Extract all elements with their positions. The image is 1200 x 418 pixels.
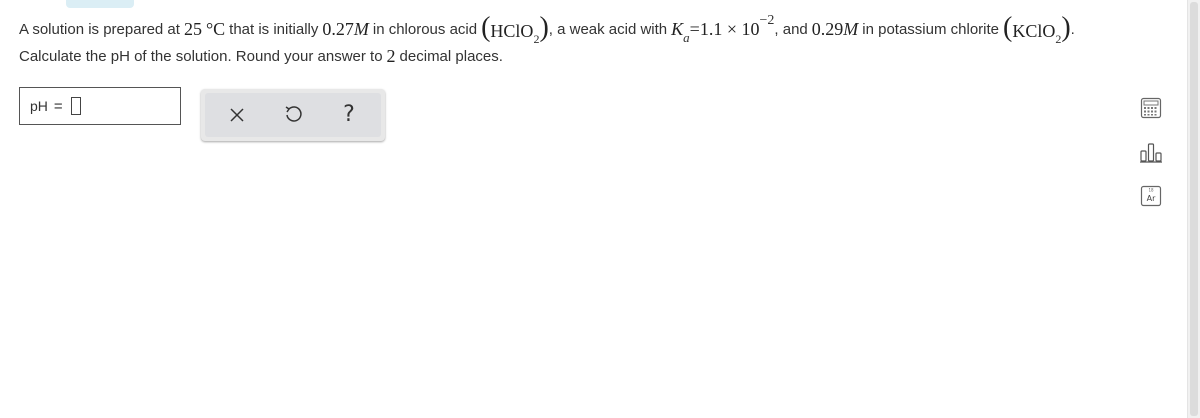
acid-formula: (HClO$_2$) [481,12,549,46]
ka-expression: Ka=1.1 × 10−2 [671,12,775,45]
page-scrollbar[interactable] [1187,0,1200,418]
chart-icon [1139,141,1163,163]
periodic-table-label: Ar [1146,194,1156,203]
problem-statement-line-2: Calculate the pH of the solution. Round your answer to 2 decimal places. [19,45,503,66]
answer-equals: = [53,97,63,115]
salt-formula: (KClO$_2$) [1003,12,1071,46]
help-icon: ? [343,102,355,127]
periodic-table-button[interactable] [1136,182,1166,210]
calculator-button[interactable] [1136,94,1166,122]
answer-input[interactable] [71,97,81,115]
undo-button[interactable] [278,100,308,130]
close-icon [229,107,245,123]
clear-button[interactable] [222,100,252,130]
help-button[interactable] [334,100,364,130]
data-chart-button[interactable] [1136,138,1166,166]
periodic-table-icon [1140,185,1162,207]
answer-field[interactable] [19,87,181,125]
page-scrollbar-thumb[interactable] [1190,2,1198,416]
top-tab[interactable] [66,0,134,8]
calculator-icon [1140,97,1162,119]
problem-statement-line-1: A solution is prepared at 25 °C that is initially 0.27 M in chlorous acid (HClO$_2$) , a weak acid with Ka=1.1 × 10−2 , and 0.29 M in potassium chlorite (KClO$_2$) . [19,12,1075,46]
answer-label: pH [30,98,48,114]
svg-text:18: 18 [1148,187,1154,193]
undo-icon [284,105,302,125]
